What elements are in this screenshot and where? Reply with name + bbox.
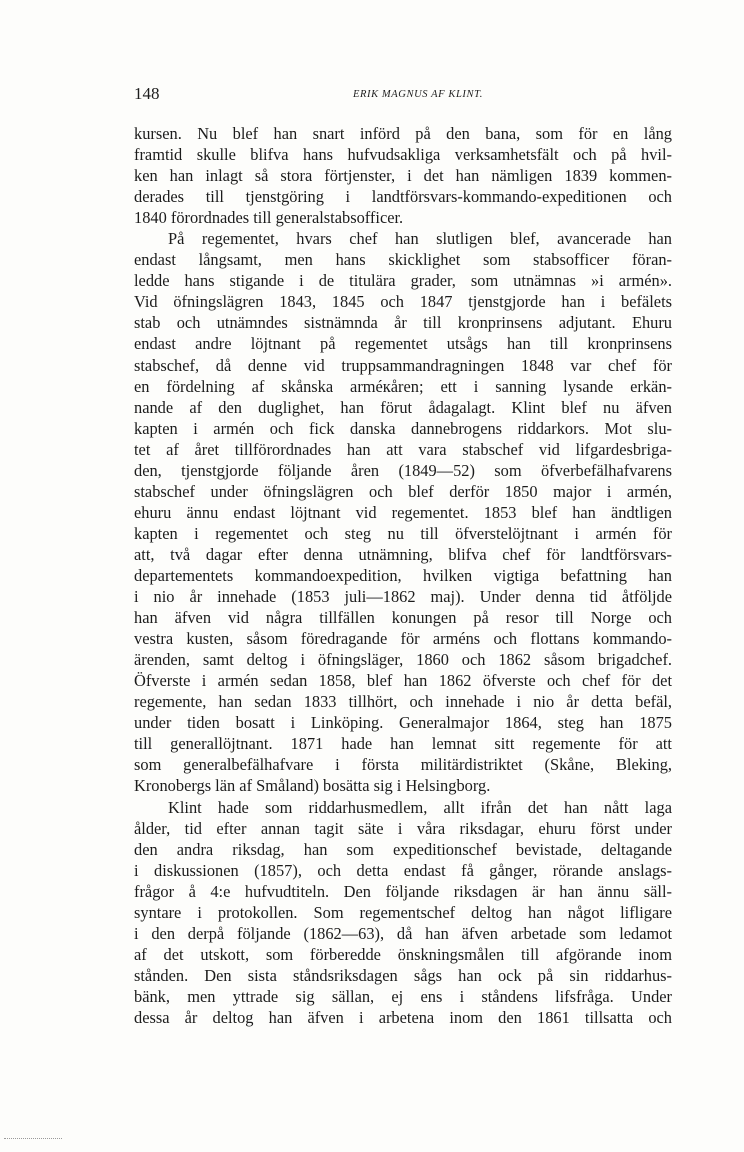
text-line: af det utskott, som förberedde önskningsmålen till afgörande inom (134, 944, 672, 964)
text-line: dessa år deltog han äfven i arbetena inom den 1861 tillsatta och (134, 1007, 672, 1027)
text-line: vestra kusten, såsom föredragande för arméns och flottans kommando- (134, 629, 672, 649)
text-line: till generallöjtnant. 1871 hade han lemnat sitt regemente för att (134, 734, 672, 754)
page-header (134, 84, 672, 108)
text-line: ledde hans stigande i de titulära grader, som utnämnas »i armén». (134, 271, 672, 291)
text-line: stabschef, då denne vid truppsammandragningen 1848 var chef för (134, 355, 672, 375)
text-line: Kronobergs län af Småland) bosätta sig i Helsingborg. (134, 776, 491, 796)
text-line: kursen. Nu blef han snart införd på den bana, som för en lång (134, 124, 672, 143)
text-line: syntare i protokollen. Som regementschef deltog han något lifligare (134, 902, 672, 922)
text-line: regemente, han sedan 1833 tillhört, och innehade i nio år detta befäl, (134, 692, 672, 712)
text-line: den andra riksdag, han som expeditionschef bevistade, deltagande (134, 839, 672, 859)
text-line: derades till tjenstgöring i landtförsvars-kommando-expeditionen och (134, 187, 672, 207)
text-line: ehuru ännu endast löjtnant vid regementet. 1853 blef han ändtligen (134, 502, 672, 522)
text-line: Öfverste i armén sedan 1858, blef han 1862 öfverste och chef för det (134, 671, 672, 691)
text-line: 1840 förordnades till generalstabsofficer. (134, 208, 404, 228)
text-line: ken han inlagt så stora förtjenster, i det han nämligen 1839 kommen- (134, 166, 672, 186)
text-line: en fördelning af skånska arméкåren; ett i sanning lysande erkän- (134, 376, 672, 396)
text-line: endast andre löjtnant på regementet utsågs han till kronprinsens (134, 334, 672, 354)
text-line: tet af året tillförordnades han att vara stabschef vid lifgardesbriga- (134, 439, 672, 459)
text-line: som generalbefälhafvare i första militärdistriktet (Skåne, Bleking, (134, 755, 672, 775)
page-number: 148 (134, 84, 160, 103)
text-line: Klint hade som riddarhusmedlem, allt ifrån det han nått laga (168, 797, 672, 817)
text-line: framtid skulle blifva hans hufvudsakliga verksamhetsfält och på hvil- (134, 145, 672, 165)
running-head: ERIK MAGNUS AF KLINT. (352, 89, 484, 100)
text-line: i den derpå följande (1862—63), då han äfven arbetade som ledamot (134, 923, 672, 943)
text-line: den, tjenstgjorde följande åren (1849—52) som öfverbefälhafvarens (134, 460, 672, 480)
text-line: frågor å 4:e hufvudtiteln. Den följande riksdagen är han ännu säll- (134, 881, 672, 901)
text-line: bänk, men yttrade sig sällan, ej ens i ståndens lifsfråga. Under (134, 986, 672, 1006)
text-line: stånden. Den sista ståndsriksdagen sågs han ock på sin riddarhus- (134, 965, 672, 985)
text-line: stabschef under öfningslägren och blef derför 1850 major i armén, (134, 481, 672, 501)
text-line: under tiden bosatt i Linköping. Generalmajor 1864, steg han 1875 (134, 713, 672, 733)
text-line: ålder, tid efter annan tagit säte i våra riksdagar, ehuru först under (134, 818, 672, 838)
text-line: endast långsamt, men hans skicklighet som stabsofficer föran- (134, 250, 672, 270)
text-line: På regementet, hvars chef han slutligen blef, avancerade han (168, 229, 672, 249)
text-line: kapten i regementet och steg nu till öfverstelöjtnant i armén för (134, 523, 672, 543)
text-line: han äfven vid några tillfällen konungen på resor till Norge och (134, 608, 672, 628)
text-line: ärenden, samt deltog i öfningsläger, 1860 och 1862 såsom brigadchef. (134, 650, 672, 670)
text-line: kapten i armén och fick danska dannebrogens riddarkors. Mot slu- (134, 418, 672, 438)
page-edge-mark (4, 1138, 62, 1142)
text-line: nande af den duglighet, han förut ådagalagt. Klint blef nu äfven (134, 397, 672, 417)
text-line: stab och utnämndes sistnämnda år till kronprinsens adjutant. Ehuru (134, 313, 672, 333)
body-text (134, 123, 672, 1028)
text-line: att, två dagar efter denna utnämning, blifva chef för landtförsvars- (134, 544, 672, 564)
text-line: i diskussionen (1857), och detta endast få gånger, rörande anslags- (134, 860, 672, 880)
text-line: departementets kommandoexpedition, hvilken vigtiga befattning han (134, 565, 672, 585)
text-line: i nio år innehade (1853 juli—1862 maj). Under denna tid åtföljde (134, 587, 672, 607)
text-line: Vid öfningslägren 1843, 1845 och 1847 tjenstgjorde han i befälets (134, 292, 672, 312)
